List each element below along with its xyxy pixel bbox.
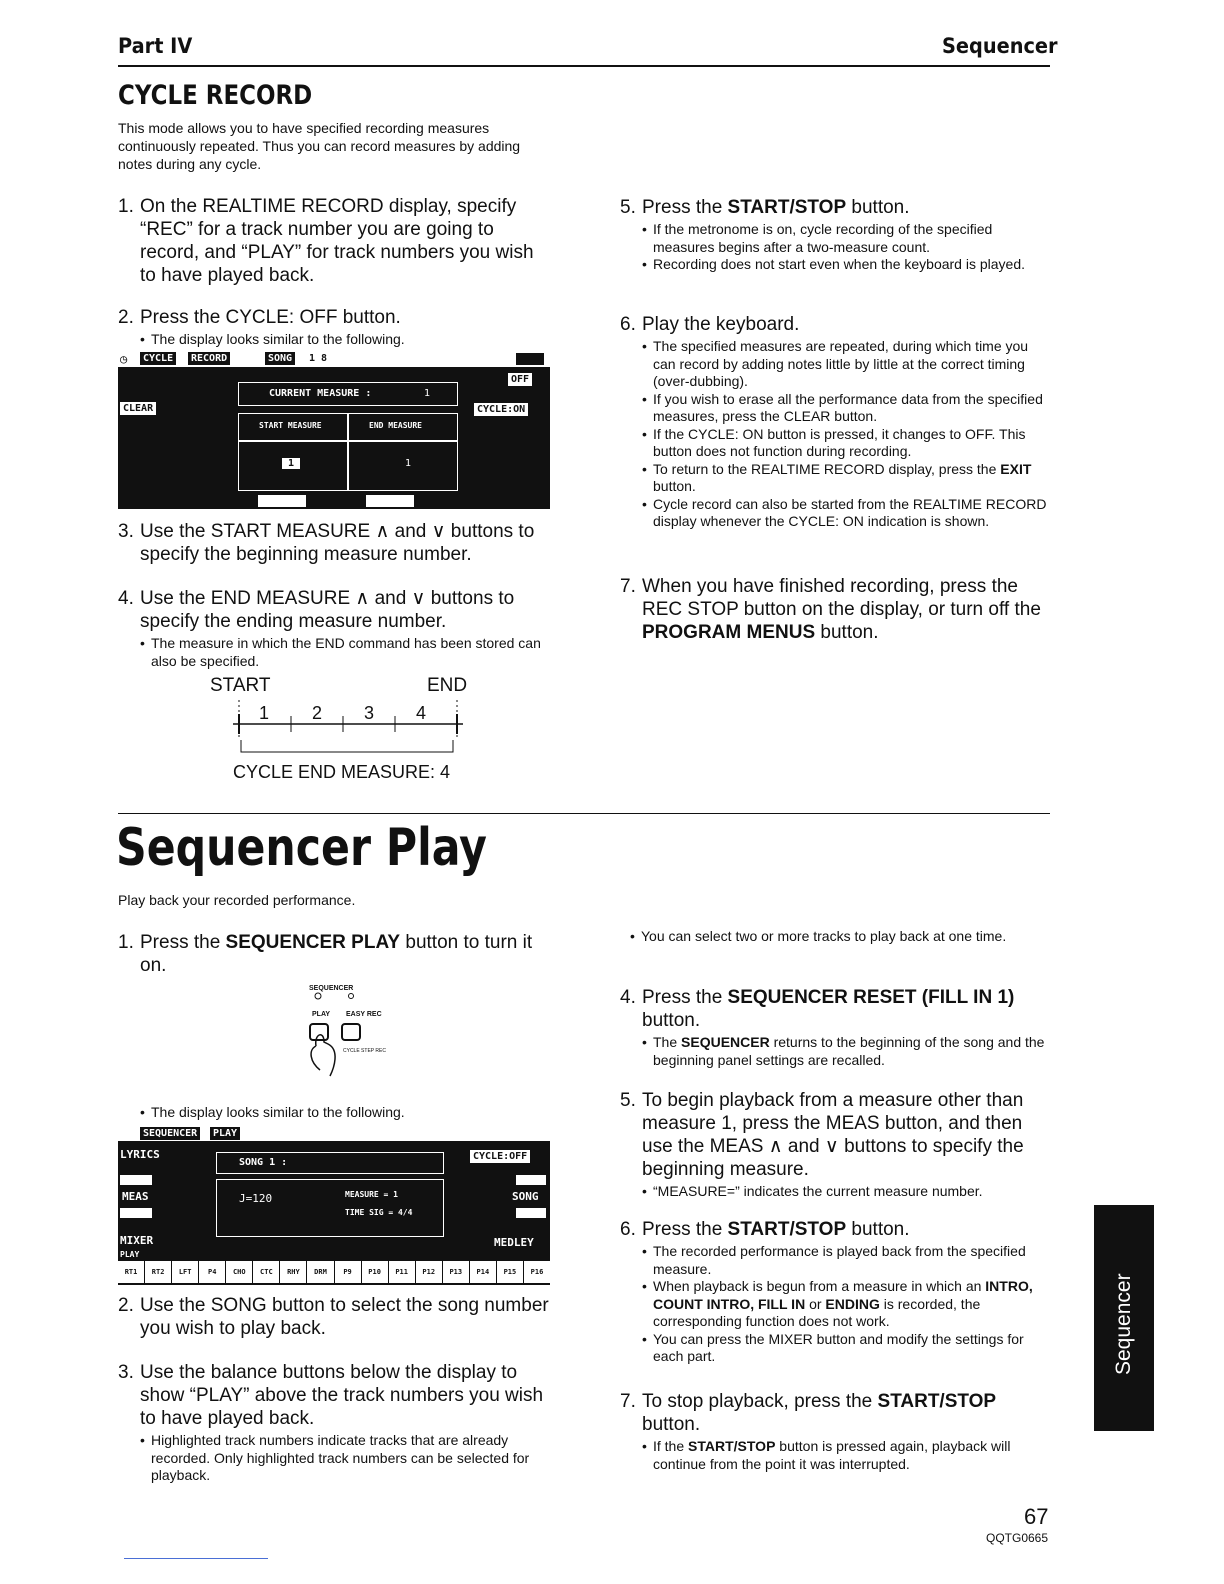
track-button[interactable]: DRM bbox=[307, 1261, 333, 1283]
step-number: 5. bbox=[620, 197, 636, 218]
track-button[interactable]: P15 bbox=[497, 1261, 523, 1283]
cycle-measure-diagram bbox=[225, 700, 465, 760]
step-text-end: button to turn it on. bbox=[140, 932, 533, 976]
sequencer-play-button[interactable] bbox=[310, 1024, 328, 1040]
play-step-1 bbox=[118, 931, 552, 977]
cycle-record-display bbox=[118, 351, 550, 509]
bullet-bold: START/STOP bbox=[688, 1438, 776, 1454]
clock-icon: ◷ bbox=[120, 352, 128, 366]
end-measure-balance-button[interactable] bbox=[366, 495, 414, 507]
panel-sequencer-label: SEQUENCER bbox=[309, 985, 354, 992]
step-number: 7. bbox=[620, 1391, 636, 1412]
current-measure-label: CURRENT MEASURE : bbox=[269, 388, 372, 399]
step-number: 1. bbox=[118, 196, 134, 217]
track-button[interactable]: RT2 bbox=[145, 1261, 171, 1283]
bullet: • If you wish to erase all the performance data from the specified measures, press the CLEAR button. bbox=[642, 391, 1052, 426]
bullet-text-end: button. bbox=[653, 478, 696, 494]
display-song-number: 1 8 bbox=[309, 353, 328, 364]
lyrics-button[interactable]: LYRICS bbox=[120, 1148, 160, 1161]
step-text: On the REALTIME RECORD display, specify “REC” for a track number you are going to record, and “PLAY” for track numbers you wish to have played back. bbox=[140, 196, 534, 286]
step-bold: SEQUENCER RESET (FILL IN 1) bbox=[727, 987, 1015, 1008]
bullet: • “MEASURE=” indicates the current measure number. bbox=[642, 1183, 1052, 1201]
step-number: 2. bbox=[118, 1295, 134, 1316]
bullet bbox=[642, 1034, 1052, 1069]
track-button[interactable]: P12 bbox=[416, 1261, 442, 1283]
measure-1-label: 1 bbox=[259, 703, 270, 723]
section-divider bbox=[118, 813, 1050, 814]
step-bold: START/STOP bbox=[877, 1391, 997, 1412]
measure-3-label: 3 bbox=[364, 703, 375, 723]
easy-rec-led-icon bbox=[349, 994, 354, 999]
track-button[interactable]: P4 bbox=[199, 1261, 225, 1283]
bullet-text: When playback is begun from a measure in which an bbox=[653, 1278, 986, 1294]
cycle-step-6 bbox=[620, 313, 1052, 531]
step-text: Press the bbox=[642, 1219, 728, 1240]
side-tab bbox=[1094, 1205, 1154, 1431]
bullet: • You can select two or more tracks to play back at one time. bbox=[630, 928, 1050, 946]
song-button[interactable]: SONG bbox=[512, 1190, 539, 1203]
step-number: 3. bbox=[118, 521, 134, 542]
bullet-text: The bbox=[653, 1034, 682, 1050]
step-text: Press the CYCLE: OFF button. bbox=[140, 307, 401, 328]
start-measure-header bbox=[238, 413, 348, 441]
step-text: Use the SONG button to select the song number you wish to play back. bbox=[140, 1295, 549, 1339]
track-button[interactable]: RT1 bbox=[118, 1261, 144, 1283]
cycle-step-3 bbox=[118, 520, 552, 566]
display-title-bar bbox=[118, 351, 550, 368]
play-row-label: PLAY bbox=[120, 1250, 140, 1259]
track-button[interactable]: P10 bbox=[362, 1261, 388, 1283]
medley-button[interactable]: MEDLEY bbox=[494, 1236, 534, 1249]
side-tab-label: Sequencer bbox=[1112, 1273, 1135, 1375]
bullet-text-end: returns to the beginning of the song and the beginning panel settings are recalled. bbox=[653, 1034, 1045, 1068]
measure-value: MEASURE = 1 bbox=[345, 1190, 398, 1199]
bullet-text: To return to the REALTIME RECORD display, press the bbox=[653, 460, 1001, 477]
step-number: 6. bbox=[620, 1219, 636, 1240]
cycle-intro: This mode allows you to have specified recording measures continuously repeated. Thus you can record measures by adding notes during any cycle. bbox=[118, 120, 521, 172]
bullet: • Cycle record can also be started from the REALTIME RECORD display whenever the CYCLE: ON indication is shown. bbox=[642, 496, 1052, 531]
bullet: • If the metronome is on, cycle recording of the specified measures begins after a two-measure count. bbox=[642, 221, 1052, 256]
diagram-start-label: START bbox=[210, 675, 271, 696]
end-measure-label: END MEASURE bbox=[369, 421, 422, 430]
step-text: Press the bbox=[140, 932, 226, 953]
bullet-bold-2: ENDING bbox=[825, 1295, 880, 1312]
step-number: 3. bbox=[118, 1362, 134, 1383]
bullet-bold: EXIT bbox=[1000, 460, 1032, 477]
panel-cycle-step-rec-label: CYCLE STEP REC bbox=[343, 1048, 386, 1054]
cycle-step-7 bbox=[620, 575, 1052, 644]
sequencer-play-button-illustration bbox=[300, 990, 380, 1100]
step-text: To begin playback from a measure other than measure 1, press the MEAS button, and then use the MEAS ∧ and ∨ buttons to specify the beginning measure. bbox=[642, 1090, 1024, 1180]
cycle-record-heading: CYCLE RECORD bbox=[118, 80, 313, 111]
song-number-label: SONG 1 : bbox=[239, 1157, 288, 1168]
easy-rec-button[interactable] bbox=[342, 1024, 360, 1040]
clear-button[interactable]: CLEAR bbox=[120, 402, 156, 415]
bullet: • Recording does not start even when the keyboard is played. bbox=[642, 256, 1052, 274]
panel-play-label: PLAY bbox=[312, 1011, 331, 1018]
cycle-step-1 bbox=[118, 195, 552, 287]
track-button[interactable]: P13 bbox=[443, 1261, 469, 1283]
bullet: • You can press the MIXER button and modify the settings for each part. bbox=[642, 1331, 1052, 1366]
bullet: • The measure in which the END command has been stored can also be specified. bbox=[140, 635, 552, 670]
bullet: • If the CYCLE: ON button is pressed, it changes to OFF. This button does not function during recording. bbox=[642, 426, 1052, 461]
time-signature-value: TIME SIG = 4/4 bbox=[345, 1208, 413, 1217]
track-button[interactable]: P11 bbox=[389, 1261, 415, 1283]
step-text: To stop playback, press the bbox=[642, 1391, 878, 1412]
start-measure-balance-button[interactable] bbox=[258, 495, 306, 507]
play-step-6 bbox=[620, 1218, 1052, 1366]
end-measure-header bbox=[348, 413, 458, 441]
sequencer-play-heading: Sequencer Play bbox=[116, 818, 487, 878]
play-step-1-bullets bbox=[140, 1104, 560, 1122]
step-bold: START/STOP bbox=[727, 197, 847, 218]
bullet bbox=[642, 461, 1052, 496]
step-number: 4. bbox=[620, 987, 636, 1008]
bullet-text-end: button is pressed again, playback will continue from the point it was interrupted. bbox=[653, 1438, 1011, 1472]
part-label: Part IV bbox=[118, 34, 193, 58]
track-button[interactable]: RHY bbox=[280, 1261, 306, 1283]
step-text-end: button. bbox=[846, 1219, 910, 1240]
cycle-step-2 bbox=[118, 306, 552, 349]
bullet: • The specified measures are repeated, during which time you can record by adding notes little by little at the correct timing (over-dubbing). bbox=[642, 338, 1052, 391]
step-text-end: button. bbox=[642, 1010, 701, 1031]
bullet: • The display looks similar to the following. bbox=[140, 331, 552, 349]
cycle-off-button[interactable]: CYCLE:OFF bbox=[470, 1150, 530, 1163]
step-text-end: button. bbox=[815, 622, 879, 643]
play-step-3 bbox=[118, 1361, 552, 1485]
display-tab-sequencer: SEQUENCER bbox=[140, 1127, 200, 1140]
section-label: Sequencer bbox=[942, 34, 1058, 58]
play-step-7 bbox=[620, 1390, 1052, 1473]
display-song-tag: SONG bbox=[265, 352, 295, 365]
step-number: 4. bbox=[118, 588, 134, 609]
step-number: 5. bbox=[620, 1090, 636, 1111]
step-bold: START/STOP bbox=[727, 1219, 847, 1240]
panel-easy-rec-label: EASY REC bbox=[346, 1011, 382, 1018]
bullet: • Highlighted track numbers indicate tracks that are already recorded. Only highlighted track numbers can be selected for playback. bbox=[140, 1432, 552, 1485]
bullet-text: If the bbox=[653, 1438, 689, 1454]
tempo-value: J=120 bbox=[239, 1192, 273, 1205]
footnote-rule bbox=[124, 1558, 268, 1559]
current-measure-value: 1 bbox=[424, 388, 431, 399]
song-down-button[interactable] bbox=[516, 1208, 546, 1218]
step-text: Use the balance buttons below the display to show “PLAY” above the track numbers you wish to have played back. bbox=[140, 1362, 544, 1429]
battery-icon bbox=[516, 353, 544, 365]
track-button[interactable]: CTC bbox=[253, 1261, 279, 1283]
step-number: 1. bbox=[118, 932, 134, 953]
measure-4-label: 4 bbox=[416, 703, 427, 723]
track-button[interactable]: P14 bbox=[470, 1261, 496, 1283]
cycle-step-5 bbox=[620, 196, 1052, 274]
step-number: 2. bbox=[118, 307, 134, 328]
track-row bbox=[118, 1261, 550, 1283]
measure-2-label: 2 bbox=[312, 703, 323, 723]
step-text: When you have finished recording, press the REC STOP button on the display, or turn off the bbox=[642, 576, 1041, 620]
step-text: Press the bbox=[642, 197, 728, 218]
cycle-on-button[interactable]: CYCLE:ON bbox=[474, 403, 528, 416]
cycle-step-4 bbox=[118, 587, 552, 670]
document-code: QQTG0665 bbox=[986, 1531, 1049, 1545]
display-tab-play: PLAY bbox=[210, 1127, 240, 1140]
bullet: • The display looks similar to the following. bbox=[140, 1104, 560, 1122]
current-measure-box bbox=[238, 382, 458, 406]
step-bold: SEQUENCER PLAY bbox=[225, 932, 401, 953]
bullet bbox=[642, 1438, 1052, 1473]
diagram-caption: CYCLE END MEASURE: 4 bbox=[233, 762, 451, 782]
step-number: 7. bbox=[620, 576, 636, 597]
bullet-bold: INTRO, COUNT INTRO, FILL IN bbox=[653, 1278, 1033, 1312]
step-bold: PROGRAM MENUS bbox=[642, 622, 816, 643]
play-step-2 bbox=[118, 1294, 552, 1340]
off-button[interactable]: OFF bbox=[508, 373, 532, 386]
bullet bbox=[642, 1278, 1052, 1331]
step-text: Press the bbox=[642, 987, 728, 1008]
start-measure-cell bbox=[238, 441, 348, 491]
step-text: Use the END MEASURE ∧ and ∨ buttons to specify the ending measure number. bbox=[140, 588, 515, 632]
track-button[interactable]: LFT bbox=[172, 1261, 198, 1283]
bullet-text-end: is recorded, the corresponding function does not work. bbox=[653, 1295, 981, 1329]
header-rule bbox=[118, 65, 1050, 67]
track-button[interactable]: CHO bbox=[226, 1261, 252, 1283]
display-tab-cycle: CYCLE bbox=[140, 352, 176, 365]
end-measure-cell bbox=[348, 441, 458, 491]
display-tab-record: RECORD bbox=[188, 352, 230, 365]
start-measure-label: START MEASURE bbox=[259, 421, 322, 430]
end-measure-value: 1 bbox=[405, 458, 412, 469]
step-text-end: button. bbox=[642, 1414, 701, 1435]
step-text-end: button. bbox=[846, 197, 910, 218]
track-button[interactable]: P16 bbox=[524, 1261, 550, 1283]
play-right-note bbox=[630, 928, 1050, 946]
play-led-icon bbox=[315, 993, 321, 999]
meas-up-button[interactable] bbox=[120, 1175, 152, 1185]
start-measure-value: 1 bbox=[282, 458, 300, 469]
play-step-5 bbox=[620, 1089, 1052, 1201]
play-step-4 bbox=[620, 986, 1052, 1069]
track-button[interactable]: P9 bbox=[335, 1261, 361, 1283]
page-number: 67 bbox=[1024, 1504, 1049, 1529]
step-number: 6. bbox=[620, 314, 636, 335]
meas-down-button[interactable] bbox=[120, 1208, 152, 1218]
song-box bbox=[216, 1152, 444, 1174]
step-text: Use the START MEASURE ∧ and ∨ buttons to specify the beginning measure number. bbox=[140, 521, 535, 565]
sequencer-play-intro: Play back your recorded performance. bbox=[118, 892, 356, 908]
mixer-button[interactable]: MIXER bbox=[120, 1234, 154, 1247]
song-up-button[interactable] bbox=[516, 1175, 546, 1185]
bullet: • The recorded performance is played back from the specified measure. bbox=[642, 1243, 1052, 1278]
bullet-text-mid: or bbox=[805, 1295, 826, 1312]
bullet-bold: SEQUENCER bbox=[681, 1034, 770, 1050]
diagram-end-label: END bbox=[427, 675, 468, 696]
meas-button[interactable]: MEAS bbox=[122, 1190, 149, 1203]
tempo-measure-box bbox=[216, 1179, 444, 1237]
step-text: Play the keyboard. bbox=[642, 314, 800, 335]
sequencer-play-display bbox=[118, 1127, 550, 1285]
